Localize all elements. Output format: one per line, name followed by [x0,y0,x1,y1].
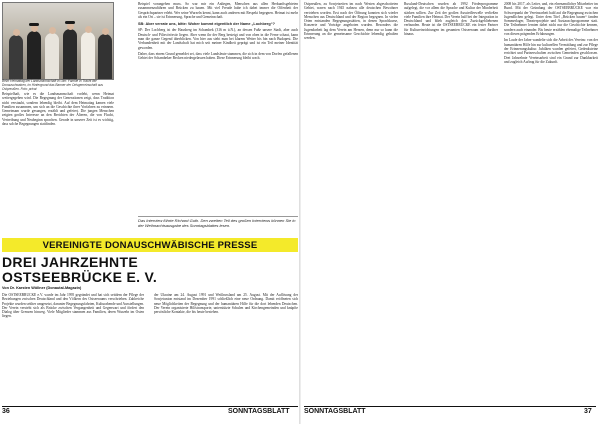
paragraph: SP: Der Lochberg ist der Hausberg im Schambek (316 m ü.N.), an dessen Fuße unsere Stadt, aber auch Deutsch- und Pilisvörösvár liegen. Aber wenn ihr der Berg besteigt und von oben in die Ferne schaut, kann man die ganze Gegend überblicken. Von hier aus sieht man bei klarem Wetter bis hin nach Budapest. Die Verbundenheit mit der Landschaft hat mich seit meiner Kindheit geprägt und ist ein Teil meiner Identität geworden. [138,28,298,50]
footer-rule [304,406,596,407]
interview-credit: Das Interview führte Richard Guth. Den zweiten Teil des großen Interviews können Sie in der Weihnachtsausgabe des Sonntagsblattes lesen. [138,216,298,229]
photo-caption: Beim Heimattag der Landsmannschaft in Ulm: Familie in Tracht der Donauschwaben, im Hintergrund das Banner der Ortsgemeinschaft aus Ostpreußen. Foto: privat [2,79,103,91]
person-head [67,23,74,30]
footer-rule [2,406,298,407]
paragraph: Beispiel vorangehen muss. So war mir ein Anliegen, Menschen aus allen Herkunftsgebieten zusammenzuführen und Brücken zu bauen. Mit viel Freude habe ich dabei immer die Offenheit der Gesprächspartner erlebt. Wer seine Wurzeln kennt, kann auch anderen mit Respekt begegnen. Heimat ist mehr als ein Ort – sie ist Erinnerung, Sprache und Gemeinschaft. [138,2,298,19]
paragraph: Russland-Deutschen wurden ab 1992 Förderprogramme aufgelegt, die vor allem die Sprache und Kultur der Minderheit stärken sollten. Zur Zeit der großen Aussiedlerwelle verließen viele Familien ihre Heimat. Der Verein half bei der Integration in Deutschland und blieb zugleich den Zurückgebliebenen verbunden. Heute ist die OSTSEEBRÜCKE ein fester Partner für Kultureinrichtungen im gesamten Ostseeraum und darüber hinaus. [404,2,498,37]
hat-shape [65,21,75,24]
banner-label: VEREINIGTE DONAUSCHWÄBISCHE PRESSE [42,239,258,251]
person-figure [98,34,112,79]
person-figure [81,32,95,79]
paragraph: Daher, dass einem Grund gemeldet sei, dass viele Landsleute stammen, die sich in dem von Dorfen gefallenen Gebiet der Schambeker Becken niedergelassen haben. Diese Erinnerung bleibt wach. [138,51,298,61]
page-number: 37 [584,408,592,415]
article-byline: Von Dr. Karsten Wöllner (Donautal-Magazin) [2,286,82,290]
person-head [49,27,56,34]
person-figure [45,33,59,79]
article-column-5 [304,2,398,404]
person-figure [27,31,41,79]
publication-name: SONNTAGSBLATT [228,408,290,415]
article-column-1 [2,92,114,234]
right-page [300,0,600,424]
paragraph: Die OSTSEEBRÜCKE e.V. wurde im Jahr 1995 gegründet und hat sich seitdem der Pflege der Beziehungen zwischen Deutschland und den Völkern des Ostseeraums verschrieben. Zahlreiche Projekte wurden seither umgesetzt, darunter Begegnungsfahrten, Kulturabende und Ausstellungen. Der Verein versteht sich als Brücke zwischen Vergangenheit und Gegenwart und fördert den Dialog über Grenzen hinweg. Viele Mitglieder stammen aus Familien, deren Wurzeln im Osten liegen. [2,293,144,319]
person-head [85,26,92,33]
page-number: 36 [2,408,10,415]
article-headline [2,255,298,285]
article-column-2 [138,2,298,214]
costume-group-photo [2,2,114,80]
person-figure [9,35,23,79]
article-column-7 [504,2,598,404]
person-head [102,28,109,35]
paragraph: Beispielhaft, wie es die Landsmannschaft vorlebt, wenn Heimat weitergegeben wird. Die Begegnung der Generationen zeigt, dass Tradition nicht verstaubt, sondern lebendig bleibt. Auf dem Heimattag kamen viele Familien zusammen, um sich an die Geschichte ihrer Vorfahren zu erinnern. Gemeinsam wurde gesungen, erzählt und gefeiert. Die jungen Menschen zeigten großes Interesse an den Berichten der Älteren, die von Flucht, Vertreibung und Neubeginn sprachen. Gerade in unserer Zeit ist es wichtig, dass solche Begegnungen stattfinden. [2,92,114,127]
article-column-3 [2,293,144,404]
paragraph: Im Laufe der Jahre wandelte sich die Arbeit des Vereins: von der humanitären Hilfe hin zur kulturellen Vermittlung und zur Pflege der Erinnerungskultur. Jubiläen wurden gefeiert, Gedenksteine errichtet und Partnerschaften zwischen Gemeinden geschlossen. Drei Jahrzehnte Vereinsarbeit sind ein Grund zur Dankbarkeit und zugleich Auftrag für die Zukunft. [504,38,598,64]
headline-line: OSTSEEBRÜCKE E. V. [2,269,158,285]
paragraph: der Ukraine am 24. August 1991 und Weißrussland am 25. August. Mit der Auflösung der Sowjetunion entstand im Dezember 1991 schließlich eine neue Ordnung. Damit eröffneten sich neue Möglichkeiten der Begegnung und der humanitären Hilfe für die dort lebenden Deutschen. Der Verein organisierte Hilfstransporte, unterstützte Schulen und Kirchengemeinden und knüpfte persönliche Kontakte, die bis heute bestehen. [154,293,298,315]
hat-shape [29,23,39,26]
headline-line: DREI JAHRZEHNTE [2,254,138,270]
publication-name: SONNTAGSBLATT [304,408,366,415]
paragraph: Ostpreußen, zu Sowjetzeiten im nach Westen abgeschotteten Gebiet, waren nach 1945 nahezu alle deutschen Bewohner vertrieben worden. Erst nach der Öffnung konnten sich wieder Menschen aus Deutschland und der Region begegnen. In vielen Orten entstanden Begegnungsstätten, in denen Sprachkurse, Konzerte und Vorträge angeboten wurden. Besonders die Jugendarbeit lag dem Verein am Herzen, denn nur so kann die Erinnerung an die gemeinsame Geschichte lebendig gehalten werden. [304,2,398,41]
interview-question: SB: Aber verrate uns, bitte: Woher kommt eigentlich der Name „Lochberg“? [138,22,275,27]
article-column-4 [154,293,298,404]
person-figure [63,29,77,79]
section-banner [2,238,298,252]
paragraph: 2008 bis 2017, als Leiter, und, ein ehrenamtlicher Mitarbeiter im Bund. Mit der Gründung der OSTSEEBRÜCKE war ein Schwerpunkt der Vereinsarbeit bald auf die Begegnung zwischen Jugendlichen gelegt. Unter dem Titel „Brücken bauen“ fanden Sommerlager, Theaterprojekte und Austauschprogramme statt. Die Teilnehmer lernten dabei nicht nur die Geschichte kennen, sondern auch einander. Bis heute erzählen ehemalige Teilnehmer von diesen prägenden Erfahrungen. [504,2,598,37]
person-head [31,25,38,32]
person-head [13,29,20,36]
article-column-6 [404,2,498,404]
